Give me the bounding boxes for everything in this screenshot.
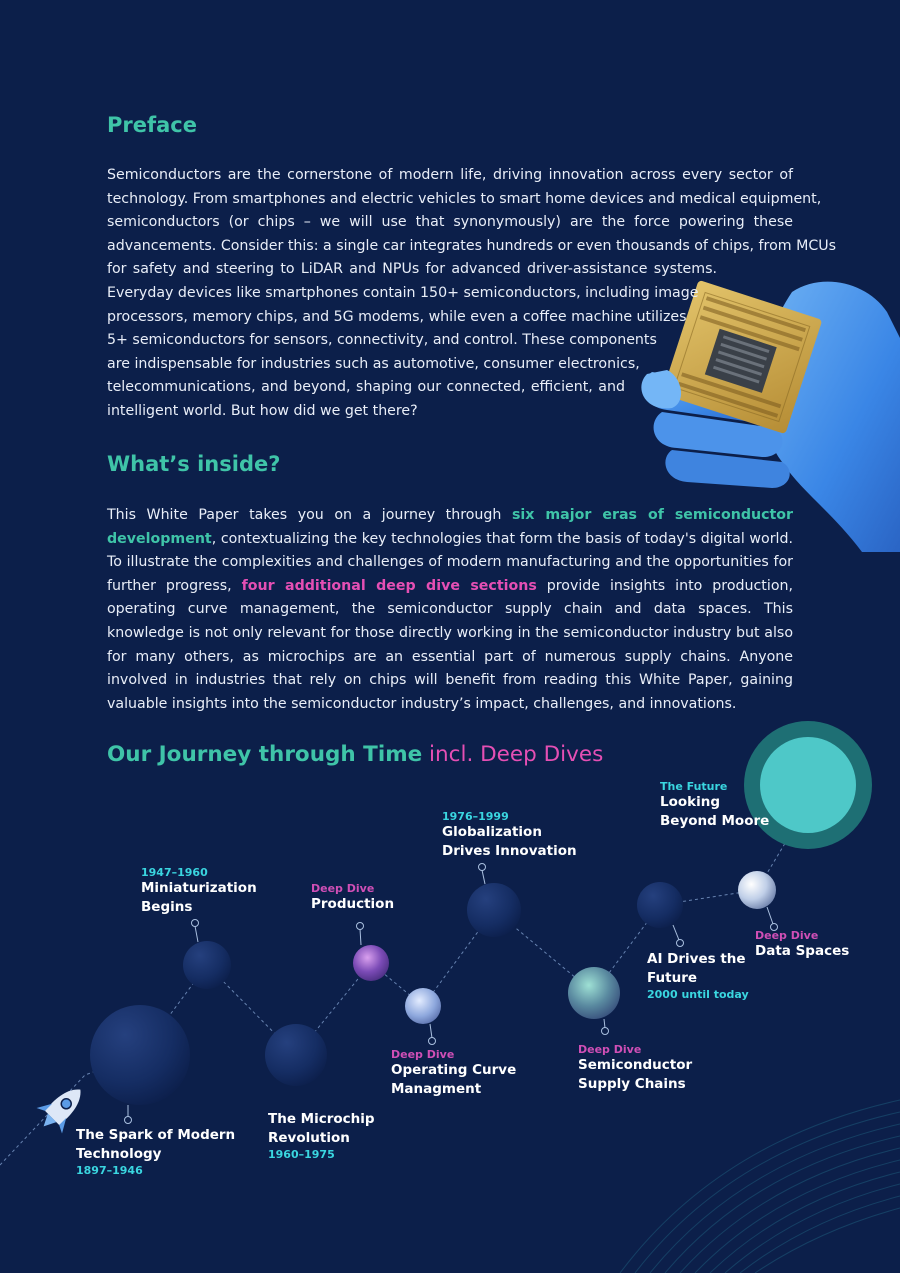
preface-line: processors, memory chips, and 5G modems, while even a coffee machine utilizes: [107, 308, 687, 325]
preface-line: are indispensable for industries such as automotive, consumer electronics,: [107, 355, 640, 372]
future-core: [760, 737, 856, 833]
stop-operating-curve: [391, 1048, 521, 1099]
stop-future: [660, 780, 770, 831]
stop-tag: The Future: [660, 780, 728, 793]
planet-globalization: [467, 883, 521, 937]
stop-name: Looking Beyond Moore: [660, 794, 770, 829]
inside-text-1: This White Paper takes you on a journey through: [107, 507, 512, 523]
stop-tag: Deep Dive: [311, 882, 375, 895]
stop-tag: Deep Dive: [391, 1048, 455, 1061]
planet-spark: [90, 1005, 190, 1105]
stop-miniaturization: [141, 866, 261, 917]
stop-data-spaces: [755, 929, 849, 961]
stop-microchip: [268, 1110, 378, 1161]
planet-microchip: [265, 1024, 327, 1086]
preface-line: telecommunications, and beyond, shaping our connected, efficient, and: [107, 379, 625, 396]
preface-line: 5+ semiconductors for sensors, connectivity, and control. These components: [107, 332, 657, 349]
stop-supply-chains: [578, 1043, 698, 1094]
planet-supply-chains: [568, 967, 620, 1019]
stop-name: The Spark of Modern Technology: [76, 1127, 236, 1162]
stop-name: Data Spaces: [755, 943, 850, 959]
stop-name: The Microchip Revolution: [268, 1111, 375, 1146]
inside-text-3: provide insights into production, operating curve management, the semiconductor supply chain and data spaces. This knowledge is not only relevant for those directly working in the semiconductor industry but also for many others, as microchips are an essential part of numerous supply chains. Anyone involved in industries that rely on chips will benefit from reading this White Paper, gaining valuable insights into the semiconductor industry’s impact, challenges, and innovations.: [107, 577, 793, 712]
stop-years: 1897–1946: [76, 1164, 143, 1177]
stop-tag: Deep Dive: [578, 1043, 642, 1056]
planet-miniaturization: [183, 941, 231, 989]
stop-name: AI Drives the Future: [647, 951, 746, 986]
stop-years: 1960–1975: [268, 1148, 335, 1161]
stop-years: 1947–1960: [141, 866, 208, 879]
preface-line: for safety and steering to LiDAR and NPUs for advanced driver-assistance systems.: [107, 261, 717, 278]
stop-tag: Deep Dive: [755, 929, 819, 942]
stop-name: Operating Curve Managment: [391, 1062, 517, 1097]
whats-inside-heading: What’s inside?: [107, 452, 281, 476]
planet-operating-curve: [405, 988, 441, 1024]
planet-ai: [637, 882, 683, 928]
stop-ai: [647, 950, 749, 1001]
stop-name: Production: [311, 896, 395, 912]
preface-line: intelligent world. But how did we get there?: [107, 402, 418, 419]
stop-name: Globalization Drives Innovation: [442, 824, 577, 859]
stop-production: [311, 882, 394, 914]
stop-years: 2000 until today: [647, 988, 749, 1001]
planet-production: [353, 945, 389, 981]
preface-line: Everyday devices like smartphones contain 150+ semiconductors, including image: [107, 284, 699, 301]
six-eras-highlight: six major eras of semiconductor development: [107, 507, 794, 547]
preface-line: Semiconductors are the cornerstone of modern life, driving innovation across every sector of: [107, 167, 793, 183]
journey-title-sub: incl. Deep Dives: [422, 742, 604, 767]
deep-dive-highlight: four additional deep dive sections: [241, 577, 537, 594]
stop-spark: [76, 1126, 236, 1177]
preface-line: technology. From smartphones and electric vehicles to smart home devices and medical equipment,: [107, 190, 822, 207]
journey-title-main: Our Journey through Time: [107, 742, 423, 767]
preface-line: advancements. Consider this: a single car integrates hundreds or even thousands of chips, from MCUs: [107, 237, 837, 254]
stop-years: 1976–1999: [442, 810, 509, 823]
preface-heading: Preface: [107, 113, 197, 137]
planet-data-spaces: [738, 871, 776, 909]
inside-text-2: , contextualizing the key technologies that form the basis of today's digital world. To illustrate the complexities and challenges of modern manufacturing and the opportunities for further progress,: [107, 530, 793, 594]
preface-line: semiconductors (or chips – we will use that synonymously) are the force powering these: [107, 214, 793, 231]
stop-name: Miniaturization Begins: [141, 880, 257, 915]
stop-globalization: [442, 810, 582, 861]
stop-name: Semiconductor Supply Chains: [578, 1057, 693, 1092]
